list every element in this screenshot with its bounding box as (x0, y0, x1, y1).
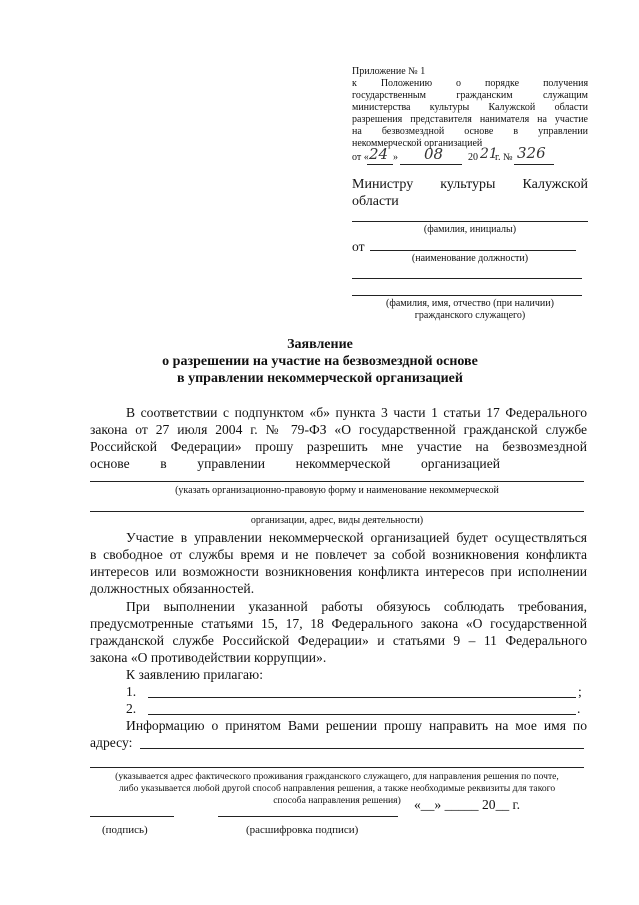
date-month-handwritten: 08 (424, 145, 444, 163)
para2-line-4: должностных обязанностей. (90, 581, 255, 596)
appendix-word: области (554, 102, 588, 113)
appendix-word: министерства (352, 102, 411, 113)
para2-line-3: интересов или возможности возникновения конфликта интересов при исполнении (90, 564, 587, 579)
attach-item-1-number: 1. (126, 684, 137, 699)
attach-item-2-end: . (577, 701, 581, 716)
appendix-line-1 (352, 78, 588, 90)
addressee-word: культуры (440, 177, 496, 192)
position-fill-line-2[interactable] (352, 278, 582, 279)
appendix-word: в (513, 126, 519, 137)
signature-line[interactable] (90, 816, 174, 817)
appendix-word: государственным (352, 90, 426, 101)
attach-item-2-number: 2. (126, 701, 137, 716)
para1-line-4: основе в управлении некоммерческой организацией (90, 456, 500, 471)
appendix-word: служащим (542, 90, 588, 101)
appendix-line-4 (352, 114, 588, 126)
title-line-2: о разрешении на участие на безвозмездной основе (162, 354, 478, 369)
caption-signature-decode: (расшифровка подписи) (246, 824, 359, 836)
signature-date[interactable]: «__» _____ 20__ г. (414, 797, 520, 812)
caption-position: (наименование должности) (411, 253, 529, 264)
position-fill-line[interactable] (370, 250, 576, 251)
para1-line-3: Российской Федерации» прошу разрешить мне участие на безвозмездной (90, 439, 587, 454)
name-fill-line[interactable] (352, 221, 588, 222)
paragraph-1 (90, 404, 587, 472)
address-fill-line-1[interactable] (140, 748, 584, 749)
caption-org-2: организации, адрес, виды деятельности) (250, 515, 424, 526)
appendix-word: Калужской (488, 102, 536, 113)
para2-line-1: Участие в управлении некоммерческой организацией будет осуществляться (126, 530, 587, 545)
date-close-quote: » (393, 152, 398, 163)
appendix-date-line (352, 144, 588, 166)
appendix-word: безвозмездной (381, 126, 445, 137)
fio-fill-line[interactable] (352, 295, 582, 296)
info-line-2: адресу: (90, 735, 133, 750)
para1-line-1: В соответствии с подпунктом «б» пункта 3 части 1 статьи 17 Федерального (126, 405, 587, 420)
appendix-line-5 (352, 126, 588, 138)
date-day-handwritten: 24 (369, 145, 389, 163)
title-line-3: в управлении некоммерческой организацией (177, 371, 463, 386)
para1-line-2: закона от 27 июля 2004 г. № 79-ФЗ «О государственной гражданской службе (90, 422, 587, 437)
caption-fio-2: гражданского служащего) (414, 310, 526, 321)
paragraph-3 (90, 598, 587, 666)
appendix-word: о (456, 78, 462, 89)
appendix-title: Приложение № 1 (352, 66, 426, 77)
para3-line-1: При выполнении указанной работы обязуюсь соблюдать требования, (126, 599, 587, 614)
addressee-line-1 (352, 176, 588, 193)
caption-address-1: (указывается адрес фактического проживания гражданского служащего, для направления решения по почте, (115, 771, 559, 782)
attach-item-1-line[interactable] (148, 697, 576, 698)
appendix-word: порядке (485, 78, 520, 89)
signature-decode-line[interactable] (218, 816, 398, 817)
appendix-word: на (352, 126, 362, 137)
appendix-word: управлении (538, 126, 588, 137)
attach-item-1-end: ; (578, 684, 582, 699)
appendix-word: получения (543, 78, 589, 89)
address-fill-line-2[interactable] (90, 767, 584, 768)
title-line-1: Заявление (287, 337, 353, 352)
appendix-word: основе (464, 126, 494, 137)
title-block (60, 336, 580, 387)
org-fill-line-1[interactable] (90, 481, 584, 482)
date-number-label: г. № (495, 152, 513, 163)
addressee-line-2: области (352, 194, 399, 209)
addressee-word: Калужской (522, 177, 588, 192)
para3-line-2: предусмотренные статьями 15, 17, 18 Федерального закона «О государственной (90, 616, 587, 631)
caption-org-1: (указать организационно-правовую форму и наименование некоммерческой (175, 485, 499, 496)
attach-label: К заявлению прилагаю: (126, 667, 263, 682)
paragraph-2 (90, 529, 587, 597)
appendix-block (352, 66, 588, 166)
date-prefix: от « (352, 152, 369, 163)
caption-name: (фамилия, инициалы) (423, 224, 517, 235)
attach-item-2-line[interactable] (148, 714, 576, 715)
from-label: от (352, 239, 365, 254)
appendix-word: разрешения представителя нанимателя на участие (352, 114, 588, 125)
appendix-word: Положению (380, 78, 433, 89)
info-line-1: Информацию о принятом Вами решении прошу направить на мое имя по (126, 718, 587, 733)
appendix-line-3 (352, 102, 588, 114)
date-number-handwritten: 326 (517, 144, 546, 162)
caption-address-2: либо указывается любой другой способ направления решения, а также необходимые реквизиты для такого (118, 783, 556, 794)
para3-line-4: закона «О противодействии коррупции». (90, 650, 327, 665)
para2-line-2: в свободное от службы время и не повлечет за собой возникновения конфликта (90, 547, 587, 562)
caption-signature: (подпись) (102, 824, 148, 836)
appendix-line-2 (352, 90, 588, 102)
appendix-word: гражданским (456, 90, 513, 101)
caption-fio-1: (фамилия, имя, отчество (при наличии) (386, 298, 554, 309)
addressee-word: Министру (352, 177, 414, 192)
appendix-line-6: некоммерческой организацией (352, 138, 483, 149)
appendix-word: к (352, 78, 357, 89)
para3-line-3: гражданской службе Российской Федерации» и статьями 9 – 11 Федерального (90, 633, 587, 648)
caption-address-3: способа направления решения) (273, 795, 401, 806)
org-fill-line-2[interactable] (90, 511, 584, 512)
appendix-word: культуры (429, 102, 470, 113)
date-year-handwritten: 21 (480, 146, 498, 162)
date-year-prefix: 20 (468, 152, 478, 163)
